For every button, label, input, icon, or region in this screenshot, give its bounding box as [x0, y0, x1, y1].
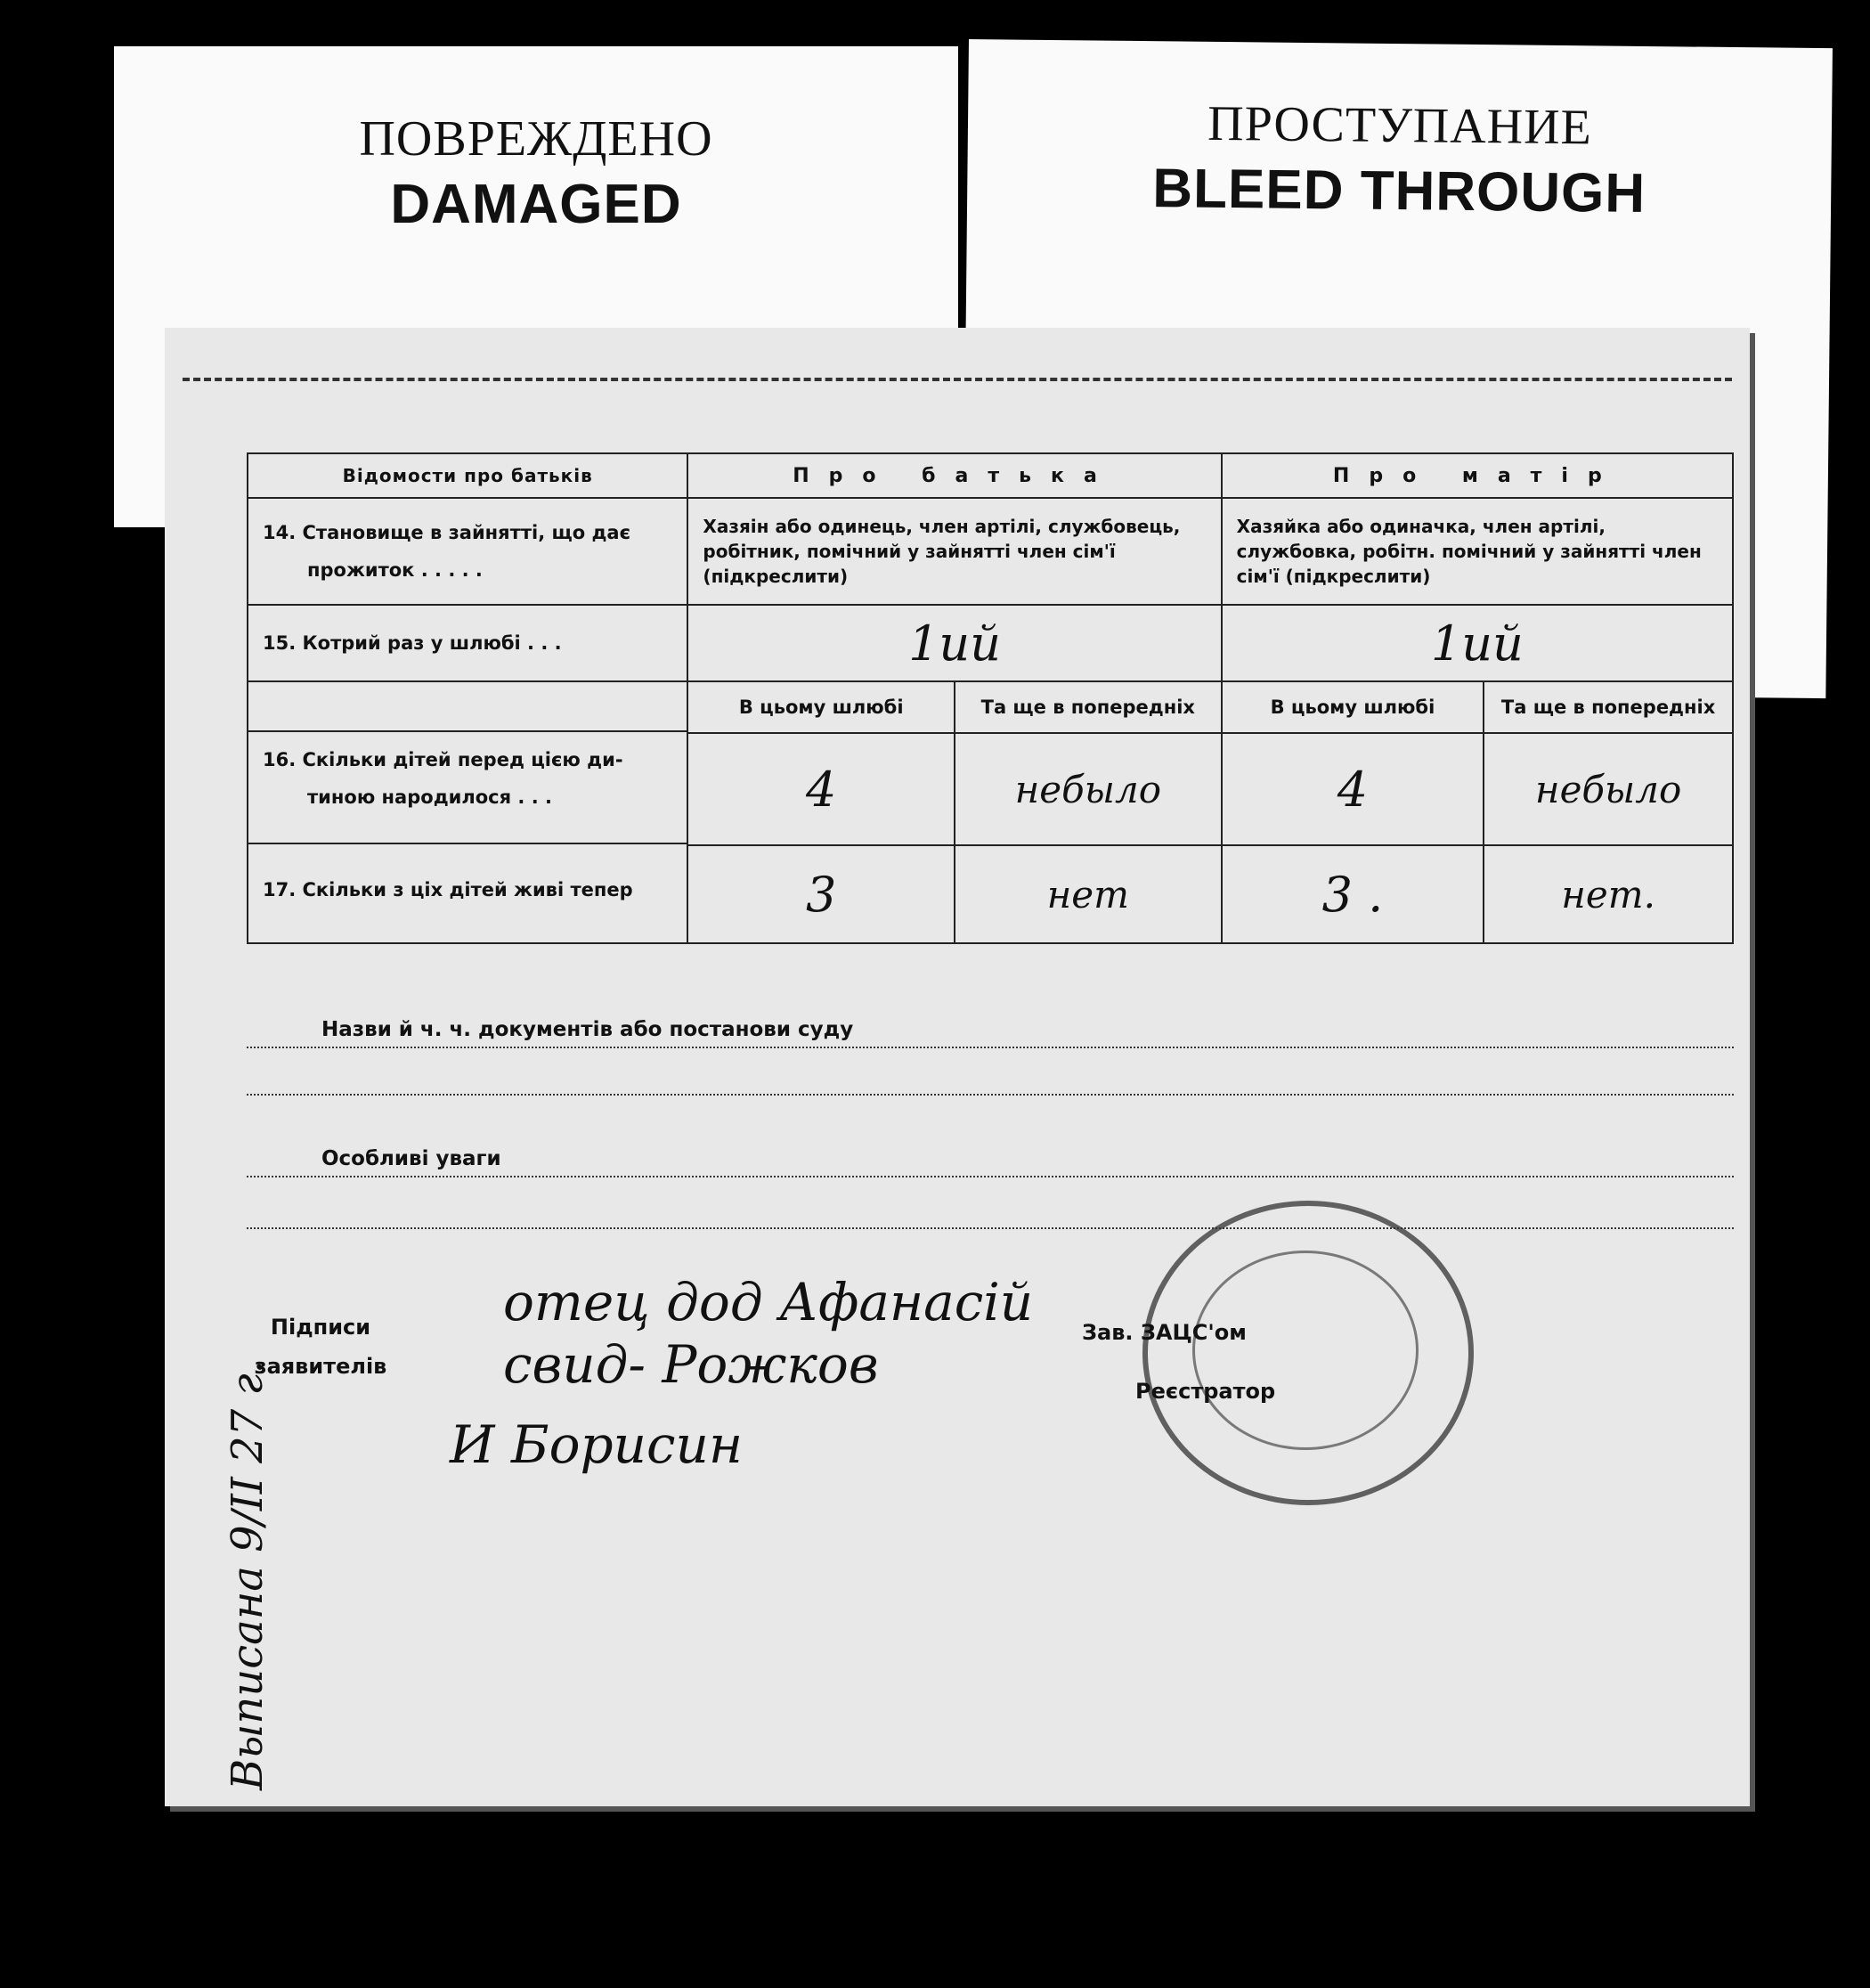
table-row-marriage-count	[248, 605, 1733, 681]
father-previous-header: Та ще в попередніх	[955, 681, 1222, 733]
mother-occupation-options: Хазяйка або одиначка, член артілі, службовка, робітн. помічний у зайнятті член сім'ї (підкреслити)	[1222, 498, 1733, 605]
damaged-label-ru: ПОВРЕЖДЕНО	[359, 111, 713, 167]
applicant-signature-extra: И Борисин	[450, 1414, 744, 1475]
applicants-label-line1: Підписи	[270, 1315, 371, 1340]
remarks-label: Особливі уваги	[321, 1147, 501, 1170]
table-subheader-row	[248, 681, 1733, 733]
father-children-alive-this: 3	[687, 845, 955, 943]
table-row-occupation	[248, 498, 1733, 605]
mother-this-marriage-header: В цьому шлюбі	[1222, 681, 1484, 733]
father-children-previous: небыло	[955, 733, 1222, 845]
bleed-through-label-ru: ПРОСТУПАНИЕ	[1207, 95, 1593, 156]
marriage-count-label: 15. Котрий раз у шлюбі . . .	[248, 605, 687, 681]
documents-label: Назви й ч. ч. документів або постанови суду	[321, 1018, 854, 1041]
children-born-label	[248, 732, 687, 844]
remarks-blank-line	[247, 1227, 1734, 1229]
father-occupation-options: Хазяін або одинець, член артілі, службовець, робітник, помічний у зайнятті член сім'ї (підкреслити)	[687, 498, 1221, 605]
father-children-alive-previous: нет	[955, 845, 1222, 943]
registrar-label: Реєстратор	[1135, 1379, 1276, 1404]
father-this-marriage-header: В цьому шлюбі	[687, 681, 955, 733]
children-labels-cell	[248, 681, 687, 943]
signatures-block	[165, 1272, 1750, 1521]
father-children-this-marriage: 4	[687, 733, 955, 845]
father-marriage-count: 1ий	[687, 605, 1221, 681]
registry-form-sheet	[165, 328, 1750, 1806]
children-alive-label: 17. Скільки з ціх дітей живі тепер	[263, 879, 633, 900]
mother-marriage-count: 1ий	[1222, 605, 1733, 681]
mother-children-previous: небыло	[1484, 733, 1733, 845]
children-born-label-line2: тиною народилося . . .	[307, 786, 552, 808]
father-header: Про батька	[687, 453, 1221, 498]
applicants-label-line2: заявителів	[254, 1354, 387, 1379]
mother-previous-header: Та ще в попередніх	[1484, 681, 1733, 733]
children-born-label-line1: 16. Скільки дітей перед цією ди-	[263, 749, 623, 770]
mother-children-this-marriage: 4	[1222, 733, 1484, 845]
damaged-label-en: DAMAGED	[390, 174, 682, 235]
remarks-field	[247, 1147, 1734, 1177]
bleed-through-label-en: BLEED THROUGH	[1152, 158, 1646, 224]
table-header-row	[248, 453, 1733, 498]
documents-blank-line	[247, 1094, 1734, 1096]
occupation-label-line2: прожиток . . . . .	[307, 559, 483, 581]
perforation-line	[183, 378, 1732, 381]
documents-field	[247, 1018, 1734, 1048]
mother-children-alive-this: 3 .	[1222, 845, 1484, 943]
parents-info-header: Відомости про батьків	[248, 453, 687, 498]
occupation-label	[248, 498, 687, 605]
occupation-label-line1: 14. Становище в зайнятті, що дає	[263, 522, 631, 543]
parents-info-table	[247, 452, 1734, 944]
margin-note: Выписана 9/II 27 г.	[223, 1360, 272, 1790]
applicant-signature-father: отец дод Афанасій	[503, 1272, 1034, 1332]
mother-children-alive-previous: нет.	[1484, 845, 1733, 943]
registry-head-label: Зав. ЗАЦС'ом	[1082, 1320, 1247, 1345]
applicant-signature-witness: свид- Рожков	[503, 1334, 879, 1395]
mother-header: Про матір	[1222, 453, 1733, 498]
